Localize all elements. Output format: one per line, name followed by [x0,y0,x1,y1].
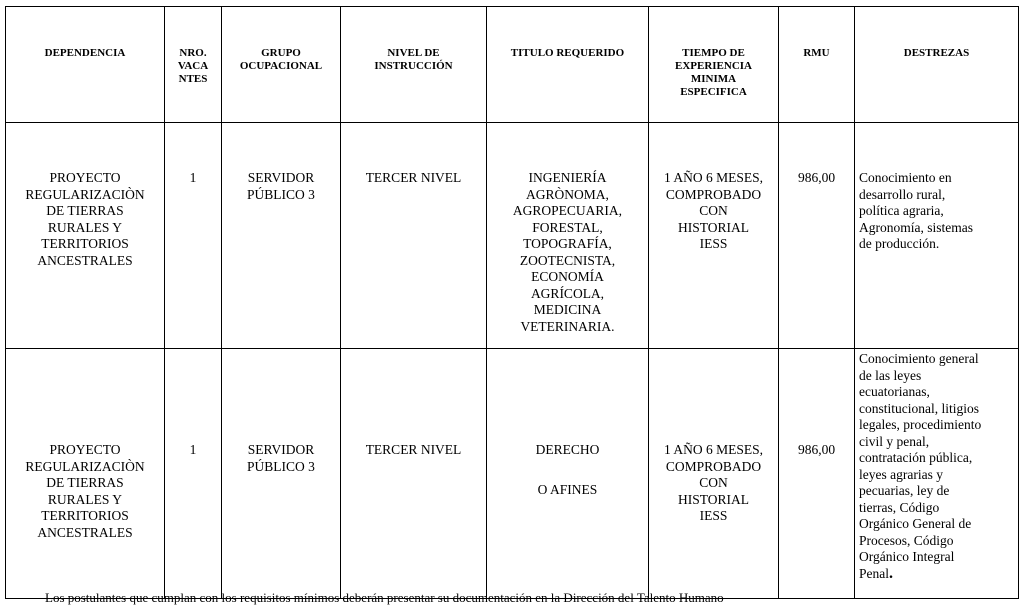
cell-titulo [487,349,649,599]
header-tiempo: TIEMPO DE EXPERIENCIA MINIMA ESPECIFICA [649,7,779,123]
header-dependencia: DEPENDENCIA [6,7,165,123]
footer-line: Los postulantes que cumplan con los requisitos mínimos deberán presentar su documentación en la Dirección del Talento Humano [45,590,724,605]
header-titulo: TITULO REQUERIDO [487,7,649,123]
cell-vacantes: 1 [165,123,222,349]
cell-vacantes: 1 [165,349,222,599]
cell-rmu: 986,00 [779,123,855,349]
cell-destrezas: Conocimiento en desarrollo rural, política agraria, Agronomía, sistemas de producción. [855,123,1019,349]
cell-dependencia: PROYECTO REGULARIZACIÒN DE TIERRAS RURALES Y TERRITORIOS ANCESTRALES [6,123,165,349]
destrezas-end: . [889,564,893,582]
cell-tiempo: 1 AÑO 6 MESES, COMPROBADO CON HISTORIAL IESS [649,123,779,349]
job-requirements-table [5,6,1019,599]
titulo-line-a: DERECHO [535,442,600,457]
cell-grupo: SERVIDOR PÚBLICO 3 [222,349,341,599]
table-row [6,349,1019,599]
cell-destrezas [855,349,1019,599]
header-rmu: RMU [779,7,855,123]
table-row [6,123,1019,349]
cell-tiempo: 1 AÑO 6 MESES, COMPROBADO CON HISTORIAL IESS [649,349,779,599]
cell-titulo: INGENIERÍA AGRÒNOMA, AGROPECUARIA, FORESTAL, TOPOGRAFÍA, ZOOTECNISTA, ECONOMÍA AGRÍCOLA, MEDICINA VETERINARIA. [487,123,649,349]
footer-clipped-text [0,590,1024,605]
cell-nivel: TERCER NIVEL [341,123,487,349]
destrezas-text: Conocimiento general de las leyes ecuatorianas, constitucional, litigios legales, procedimiento civil y penal, contratación pública, leyes agrarias y pecuarias, ley de tierras, Código Orgánico General de Procesos, Código Orgánico Integral Penal [859,351,982,581]
header-vacantes: NRO. VACA NTES [165,7,222,123]
cell-dependencia: PROYECTO REGULARIZACIÒN DE TIERRAS RURALES Y TERRITORIOS ANCESTRALES [6,349,165,599]
header-destrezas: DESTREZAS [855,7,1019,123]
header-nivel: NIVEL DE INSTRUCCIÓN [341,7,487,123]
header-grupo: GRUPO OCUPACIONAL [222,7,341,123]
titulo-line-b: O AFINES [537,481,598,497]
header-row [6,7,1019,123]
cell-nivel: TERCER NIVEL [341,349,487,599]
cell-rmu: 986,00 [779,349,855,599]
cell-grupo: SERVIDOR PÚBLICO 3 [222,123,341,349]
